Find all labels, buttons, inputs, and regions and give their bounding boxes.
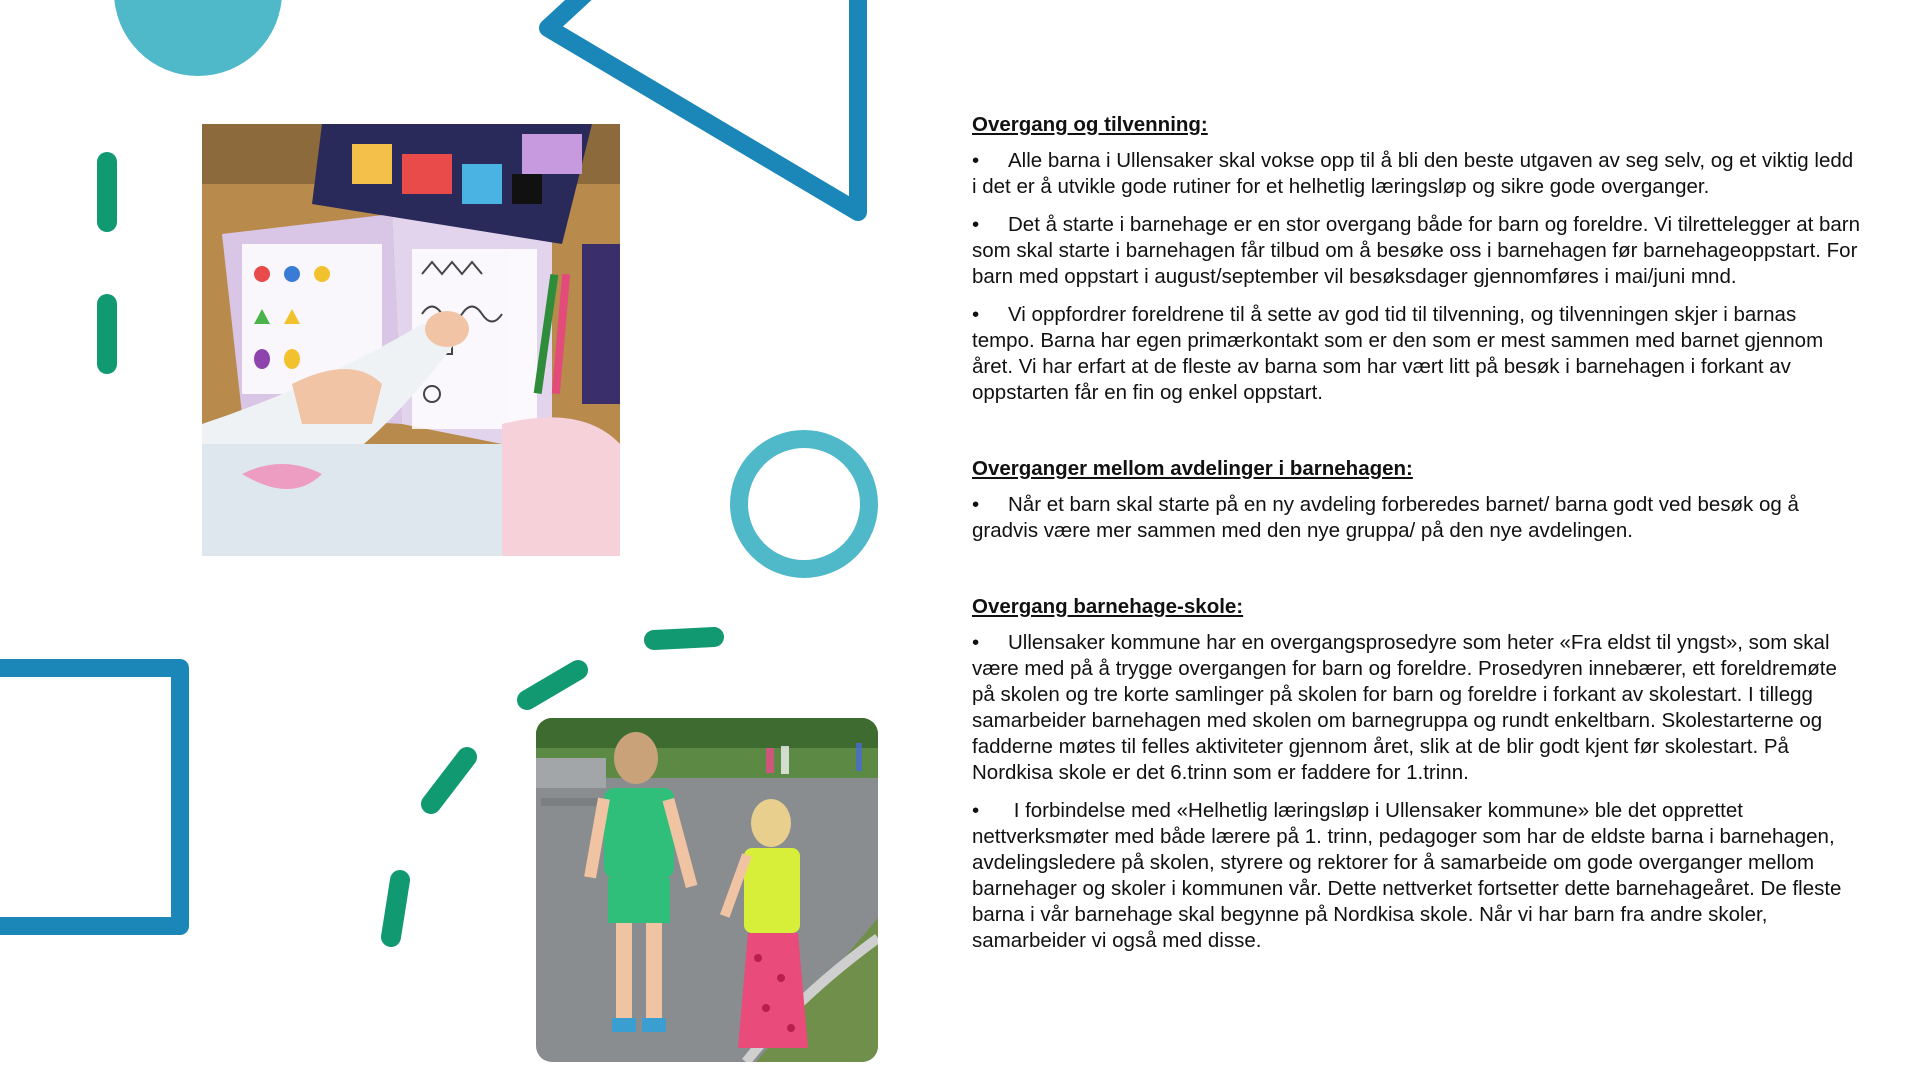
bullet-text: Vi oppfordrer foreldrene til å sette av god tid til tilvenning, og tilvenningen skjer i barnas tempo. Barna har egen primærkontakt som er den som er mest sammen med barnet gjennom året. Vi har erfart at de fleste av barna som har vært litt på besøk i barnehagen i forkant av oppstarten får en fin og enkel oppstart.: [972, 303, 1824, 404]
decor-dash-green: [391, 880, 400, 937]
bullet-text: Når et barn skal starte på en ny avdeling forberedes barnet/ barna godt ved besøk og å gradvis være mer sammen med den nye gruppa/ på den nye avdelingen.: [972, 493, 1799, 542]
bullet-text: Det å starte i barnehage er en stor overgang både for barn og foreldre. Vi tilrettelegger at barn som skal starte i barnehagen får tilbud om å besøke oss i barnehagen før barnehageoppstart. For barn med oppstart i august/september vil besøksdager gjennomføres i mai/juni mnd.: [972, 213, 1861, 288]
section-heading: Overganger mellom avdelinger i barnehagen:: [972, 457, 1413, 480]
children-walking-photo: [536, 718, 878, 1062]
main-content: [972, 112, 1862, 1004]
bullet-icon: •: [972, 799, 980, 822]
section-heading: Overgang og tilvenning:: [972, 113, 1208, 136]
children-worksheet-photo: [202, 124, 620, 556]
list-item: [972, 492, 1862, 544]
decor-circle-filled: [114, 0, 282, 76]
section-transition-departments: [972, 456, 1862, 544]
bullet-text: Alle barna i Ullensaker skal vokse opp til å bli den beste utgaven av seg selv, og et viktig ledd i det er å utvikle gode rutiner for et helhetlig læringsløp og sikre gode overganger.: [972, 149, 1854, 198]
decor-dash-green: [527, 670, 578, 700]
bullet-icon: •: [972, 213, 980, 236]
section-transition-school: [972, 594, 1862, 954]
bullet-icon: •: [972, 631, 980, 654]
bullet-icon: •: [972, 493, 980, 516]
section-heading: Overgang barnehage-skole:: [972, 595, 1244, 618]
decor-ring: [739, 439, 869, 569]
bullet-text: I forbindelse med «Helhetlig læringsløp i Ullensaker kommune» ble det opprettet nettverksmøter med både lærere på 1. trinn, pedagoger som har de eldste barna i barnehagen, avdelingsledere på skolen, styrere og rektorer for å samarbeide om gode overganger mellom barnehager og skoler i kommunen vår. Dette nettverket fortsetter dette barnehageåret. De fleste barna i vår barnehage skal begynne på Nordkisa skole. Når vi har barn fra andre skoler, samarbeider vi også med disse.: [972, 799, 1842, 952]
bullet-icon: •: [972, 303, 980, 326]
list-item: [972, 630, 1862, 786]
bullet-text: Ullensaker kommune har en overgangsprosedyre som heter «Fra eldst til yngst», som skal være med på å trygge overgangen for barn og foreldre. Prosedyren innebærer, ett foreldremøte på skolen og tre korte samlinger på skolen for barn og foreldre i forkant av skolestart. I tillegg samarbeider barnehagen med skolen om barnegruppa og rundt enkeltbarn. Skolestarterne og fadderne møtes til felles aktiviteter gjennom året, slik at de blir godt kjent før skolestart. På Nordkisa skole er det 6.trinn som er faddere for 1.trinn.: [972, 631, 1837, 784]
list-item: [972, 212, 1862, 290]
decor-dash-green: [431, 757, 467, 804]
bullet-icon: •: [972, 149, 980, 172]
list-item: [972, 148, 1862, 200]
decor-dash-green: [654, 637, 714, 640]
list-item: [972, 798, 1862, 954]
list-item: [972, 302, 1862, 406]
decor-square-outline: [0, 668, 180, 926]
section-transition-adaptation: [972, 112, 1862, 406]
